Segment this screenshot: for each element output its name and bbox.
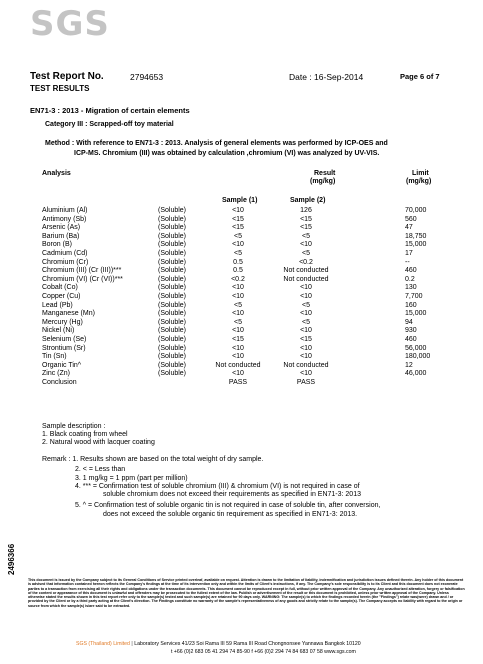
cell-limit: -- bbox=[405, 258, 410, 266]
cell-name: Boron (B) bbox=[42, 241, 72, 249]
cell-cond: (Soluble) bbox=[158, 232, 187, 240]
cell-s1: <0.2 bbox=[231, 275, 245, 283]
cell-s2: <15 bbox=[300, 224, 312, 232]
cell-s2: <5 bbox=[302, 318, 310, 326]
cell-limit: 15,000 bbox=[405, 310, 427, 318]
cell-s2: <0.2 bbox=[299, 258, 313, 266]
cell-s1: <5 bbox=[234, 301, 242, 309]
cell-name: Arsenic (As) bbox=[42, 224, 81, 232]
cell-cond: (Soluble) bbox=[158, 336, 187, 343]
cell-cond: (Soluble) bbox=[158, 258, 187, 266]
cell-cond: (Soluble) bbox=[158, 215, 187, 223]
cell-s2: 126 bbox=[300, 207, 312, 214]
cell-s1: <10 bbox=[232, 207, 244, 214]
col-result: Result bbox=[314, 170, 336, 177]
cell-s1: PASS bbox=[228, 379, 248, 386]
cell-cond: (Soluble) bbox=[158, 344, 187, 352]
test-category: Category III : Scrapped-off toy material bbox=[45, 121, 174, 128]
cell-cond: (Soluble) bbox=[158, 301, 187, 309]
conclusion-row bbox=[0, 379, 483, 388]
cell-limit: 18,750 bbox=[405, 232, 427, 240]
remark-line-1: Remark : 1. Results shown are based on the total weight of dry sample. bbox=[42, 456, 264, 463]
side-document-number: 2496366 bbox=[7, 543, 16, 575]
cell-name: Chromium (Cr) bbox=[42, 258, 89, 266]
remark-line-5b: does not exceed the soluble organic tin requirement as specified in EN71-3: 2013. bbox=[103, 511, 358, 518]
cell-limit: 12 bbox=[405, 361, 413, 369]
cell-name: Organic Tin^ bbox=[42, 361, 82, 369]
sample-desc-item: 1. Black coating from wheel bbox=[42, 431, 128, 438]
cell-cond: (Soluble) bbox=[158, 275, 187, 283]
cell-cond: (Soluble) bbox=[158, 207, 187, 214]
cell-s2: <10 bbox=[300, 293, 312, 300]
cell-cond: (Soluble) bbox=[158, 361, 187, 369]
cell-s2: <5 bbox=[302, 232, 310, 240]
cell-s1: <5 bbox=[234, 318, 242, 326]
cell-name: Zinc (Zn) bbox=[42, 370, 70, 378]
cell-cond: (Soluble) bbox=[158, 318, 187, 326]
cell-name: Chromium (VI) (Cr (VI))*** bbox=[42, 275, 123, 283]
cell-cond: (Soluble) bbox=[158, 224, 187, 232]
cell-cond: (Soluble) bbox=[158, 241, 187, 249]
cell-name: Lead (Pb) bbox=[42, 301, 73, 309]
cell-limit: 160 bbox=[405, 301, 417, 309]
remark-line-2: 2. < = Less than bbox=[75, 466, 126, 473]
col-analysis: Analysis bbox=[42, 170, 71, 177]
report-label: Test Report No. bbox=[30, 71, 104, 82]
cell-limit: 130 bbox=[405, 284, 417, 292]
cell-s1: <10 bbox=[232, 344, 244, 352]
cell-limit: 460 bbox=[405, 267, 417, 275]
cell-s2: Not conducted bbox=[283, 361, 329, 369]
cell-name: Aluminium (Al) bbox=[42, 207, 88, 214]
cell-name: Chromium (III) (Cr (III))*** bbox=[42, 267, 122, 275]
cell-s2: <10 bbox=[300, 327, 312, 335]
disclaimer-fine-print: This document is issued by the Company subject to its General Conditions of Service printed overleaf, available on request. Attention is drawn to the limitation of liability, indemnification and jurisdiction issues defined therein. Any holder of this document is advised that information contained hereon reflects the Company's findings at the time of its intervention only and within the limits of Client's instructions, if any. The Company's sole responsibility is to its Client and this document does not exonerate parties to a transaction from exercising all their rights and obligations under the transaction documents. This document cannot be reproduced except in full, without prior written approval of the Company. Any unauthorized alteration, forgery or falsification of the content or appearance of this document is unlawful and offenders may be prosecuted to the fullest extent of the law. Publish or advertisement of the result or this document is prohibited, unless prior written approval of the Company. Unless otherwise stated the results shown in this test report refer only to the sample(s) tested and such sample(s) are retained for 90 days only. WARNING: The sample(s) to which the findings recorded herein (the "Findings") relate was(were) drawn and / or provided by the Client or by a third party acting at the Client's direction. The Findings constitute no warranty of the sample's representativeness of any goods and strictly relate to the sample(s). The Company accepts no liability with regard to the origin or source from which the sample(s) is/are said to be extracted. bbox=[28, 578, 465, 608]
cell-limit: 180,000 bbox=[405, 353, 431, 361]
cell-cond: (Soluble) bbox=[158, 250, 187, 257]
cell-cond: (Soluble) bbox=[158, 267, 187, 275]
cell-s2: <10 bbox=[300, 353, 312, 361]
cell-s1: <10 bbox=[232, 353, 244, 361]
remark-line-4b: soluble chromium does not exceed their requirements as specified in EN71-3: 2013 bbox=[103, 491, 361, 498]
section-title: TEST RESULTS bbox=[30, 84, 90, 93]
cell-s2: PASS bbox=[296, 379, 316, 386]
cell-limit: 47 bbox=[405, 224, 413, 232]
col-sample-1: Sample (1) bbox=[222, 197, 258, 204]
cell-limit: 7,700 bbox=[405, 293, 423, 300]
report-number: 2794653 bbox=[130, 72, 164, 82]
cell-s2: <10 bbox=[300, 241, 312, 249]
footer-company-name: SGS (Thailand) Limited bbox=[76, 641, 130, 647]
cell-s2: Not conducted bbox=[283, 267, 329, 275]
cell-s2: <15 bbox=[300, 336, 312, 343]
cell-name: Mercury (Hg) bbox=[42, 318, 83, 326]
cell-s2: <10 bbox=[300, 344, 312, 352]
cell-cond: (Soluble) bbox=[158, 310, 187, 318]
cell-limit: 70,000 bbox=[405, 207, 427, 214]
cell-s2: <5 bbox=[302, 301, 310, 309]
cell-s2: <15 bbox=[300, 215, 312, 223]
remark-line-4: 4. *** = Confirmation test of soluble chromium (III) & chromium (VI) is not required in case of bbox=[75, 483, 360, 490]
remark-line-5: 5. ^ = Confirmation test of soluble organic tin is not required in case of soluble tin, after conversion, bbox=[75, 502, 381, 509]
cell-name: Cobalt (Co) bbox=[42, 284, 78, 292]
cell-cond: (Soluble) bbox=[158, 284, 187, 292]
cell-s1: <15 bbox=[232, 224, 244, 232]
cell-limit: 560 bbox=[405, 215, 417, 223]
footer-address: Laboratory Services 41/23 Soi Rama III 59 Rama III Road Chongnonsee Yannawa Bangkok 10120 bbox=[134, 641, 361, 647]
remark-line-3: 3. 1 mg/kg = 1 ppm (part per million) bbox=[75, 475, 188, 482]
report-date: Date : 16-Sep-2014 bbox=[289, 72, 364, 82]
cell-s1: <10 bbox=[232, 370, 244, 378]
cell-s1: <15 bbox=[232, 215, 244, 223]
col-result-unit: (mg/kg) bbox=[310, 178, 336, 185]
cell-s2: <10 bbox=[300, 284, 312, 292]
cell-limit: 46,000 bbox=[405, 370, 427, 378]
cell-s1: 0.5 bbox=[233, 267, 243, 275]
cell-s2: <5 bbox=[302, 250, 310, 257]
cell-s1: <5 bbox=[234, 250, 242, 257]
cell-limit: 56,000 bbox=[405, 344, 427, 352]
cell-s1: <15 bbox=[232, 336, 244, 343]
cell-name: Barium (Ba) bbox=[42, 232, 80, 240]
sample-desc-title: Sample description : bbox=[42, 423, 106, 430]
cell-s1: <10 bbox=[232, 310, 244, 318]
cell-name: Nickel (Ni) bbox=[42, 327, 75, 335]
method-line-2: ICP-MS. Chromium (III) was obtained by calculation ,chromium (VI) was analyzed by UV-VIS. bbox=[74, 150, 380, 157]
cell-name: Copper (Cu) bbox=[42, 293, 81, 300]
cell-limit: 15,000 bbox=[405, 241, 427, 249]
cell-s1: Not conducted bbox=[215, 361, 261, 369]
col-sample-2: Sample (2) bbox=[290, 197, 326, 204]
cell-s1: <10 bbox=[232, 284, 244, 292]
cell-name: Cadmium (Cd) bbox=[42, 250, 88, 257]
method-line-1: Method : With reference to EN71-3 : 2013. Analysis of general elements was performed by ICP-OES and bbox=[45, 140, 388, 147]
cell-limit: 930 bbox=[405, 327, 417, 335]
cell-limit: 0.2 bbox=[405, 275, 415, 283]
footer-separator: | bbox=[131, 641, 133, 647]
cell-name: Selenium (Se) bbox=[42, 336, 87, 343]
cell-cond: (Soluble) bbox=[158, 353, 187, 361]
cell-s1: <10 bbox=[232, 327, 244, 335]
col-limit-unit: (mg/kg) bbox=[406, 178, 432, 185]
cell-limit: 94 bbox=[405, 318, 413, 326]
cell-s2: <10 bbox=[300, 310, 312, 318]
cell-s1: <10 bbox=[232, 293, 244, 300]
cell-cond: (Soluble) bbox=[158, 370, 187, 378]
sample-desc-item: 2. Natural wood with lacquer coating bbox=[42, 439, 155, 446]
cell-s2: Not conducted bbox=[283, 275, 329, 283]
test-title: EN71-3 : 2013 - Migration of certain elements bbox=[30, 106, 190, 115]
cell-name: Antimony (Sb) bbox=[42, 215, 87, 223]
cell-cond: (Soluble) bbox=[158, 327, 187, 335]
cell-s1: 0.5 bbox=[233, 258, 243, 266]
cell-cond: (Soluble) bbox=[158, 293, 187, 300]
cell-s2: <10 bbox=[300, 370, 312, 378]
sgs-logo: SGS bbox=[30, 4, 110, 44]
cell-name: Manganese (Mn) bbox=[42, 310, 95, 318]
footer-contact: t +66 (0)2 683 05 41 294 74 85-90 f +66 (0)2 294 74 84 683 07 58 www.sgs.com bbox=[171, 649, 356, 655]
cell-s1: <5 bbox=[234, 232, 242, 240]
cell-name: Conclusion bbox=[42, 379, 77, 386]
cell-name: Strontium (Sr) bbox=[42, 344, 86, 352]
cell-limit: 17 bbox=[405, 250, 413, 257]
page-number: Page 6 of 7 bbox=[400, 72, 440, 81]
footer-company bbox=[76, 641, 361, 647]
col-limit: Limit bbox=[412, 170, 429, 177]
cell-limit: 460 bbox=[405, 336, 417, 343]
cell-s1: <10 bbox=[232, 241, 244, 249]
cell-name: Tin (Sn) bbox=[42, 353, 67, 361]
